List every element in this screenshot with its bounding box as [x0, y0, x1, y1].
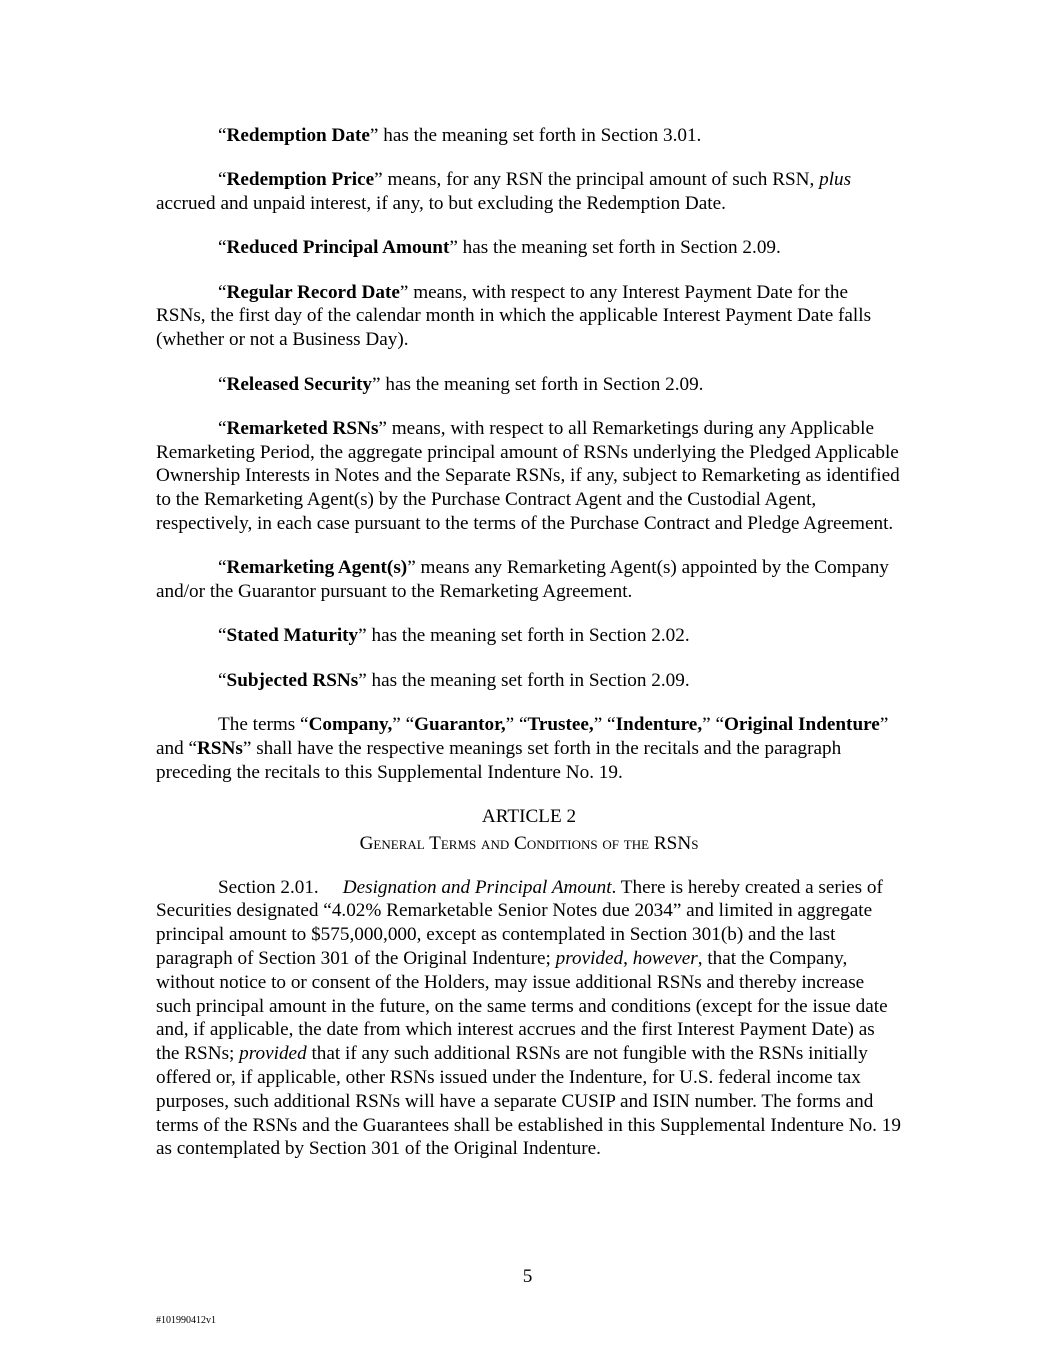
document-page [156, 124, 902, 1182]
terms-paragraph: The terms “Company,” “Guarantor,” “Trustee,” “Indenture,” “Original Indenture” and “RSNs” shall have the respective meanings set forth in the recitals and the paragraph preceding the recitals to this Supplemental Indenture No. 19. [156, 714, 889, 783]
section-2-01: Section 2.01. Designation and Principal Amount. There is hereby created a series of Securities designated “4.02% Remarketable Senior Notes due 2034” and limited in aggregate principal amount to $575,000,000, except as contemplated in Section 301(b) and the last paragraph of Section 301 of the Original Indenture; provided, however, that the Company, without notice to or consent of the Holders, may issue additional RSNs and thereby increase such principal amount in the future, on the same terms and conditions (except for the issue date and, if applicable, the date from which interest accrues and the first Interest Payment Date) as the RSNs; provided that if any such additional RSNs are not fungible with the RSNs initially offered or, if applicable, other RSNs issued under the Indenture, for U.S. federal income tax purposes, such additional RSNs will have a separate CUSIP and ISIN number. The forms and terms of the RSNs and the Guarantees shall be established in this Supplemental Indenture No. 19 as contemplated by Section 301 of the Original Indenture. [156, 876, 901, 1160]
defined-term: Redemption Date [226, 125, 370, 146]
defined-term: Remarketed RSNs [226, 417, 379, 439]
defined-term: Redemption Price [226, 169, 375, 191]
defined-term: Stated Maturity [226, 625, 359, 647]
definition-redemption-date: “Redemption Date” has the meaning set forth in Section 3.01. [218, 125, 702, 146]
section-heading: Designation and Principal Amount [342, 876, 612, 898]
section-number: Section 2.01. [218, 876, 319, 898]
defined-term: Reduced Principal Amount [226, 237, 450, 259]
definition-reduced-principal-amount: “Reduced Principal Amount” has the meaning set forth in Section 2.09. [218, 237, 781, 259]
article-title: General Terms and Conditions of the RSNs [359, 832, 699, 854]
defined-term: Regular Record Date [226, 281, 400, 303]
defined-term: Remarketing Agent(s) [226, 557, 408, 579]
definition-redemption-price: “Redemption Price” means, for any RSN the principal amount of such RSN, plus accrued and unpaid interest, if any, to but excluding the Redemption Date. [156, 169, 852, 215]
article-number: ARTICLE 2 [481, 805, 577, 827]
definition-subjected-rsns: “Subjected RSNs” has the meaning set forth in Section 2.09. [218, 669, 690, 691]
defined-term: Subjected RSNs [226, 669, 359, 691]
definition-remarketing-agents: “Remarketing Agent(s)” means any Remarketing Agent(s) appointed by the Company and/or the Guarantor pursuant to the Remarketing Agreement. [156, 557, 889, 603]
definition-released-security: “Released Security” has the meaning set forth in Section 2.09. [218, 373, 704, 395]
definition-remarketed-rsns: “Remarketed RSNs” means, with respect to all Remarketings during any Applicable Remarketing Period, the aggregate principal amount of RSNs underlying the Pledged Applicable Ownership Interests in Notes and the Separate RSNs, if any, subject to Remarketing as identified to the Remarketing Agent(s) by the Purchase Contract Agent and the Custodial Agent, respectively, in each case pursuant to the terms of the Purchase Contract and Pledge Agreement. [156, 417, 900, 535]
defined-term: Released Security [226, 373, 373, 395]
page-number: 5 [522, 1266, 533, 1287]
document-id: #101990412v1 [156, 1315, 216, 1326]
definition-regular-record-date: “Regular Record Date” means, with respect to any Interest Payment Date for the RSNs, the first day of the calendar month in which the applicable Interest Payment Date falls (whether or not a Business Day). [156, 281, 872, 351]
definition-stated-maturity: “Stated Maturity” has the meaning set forth in Section 2.02. [218, 625, 690, 647]
